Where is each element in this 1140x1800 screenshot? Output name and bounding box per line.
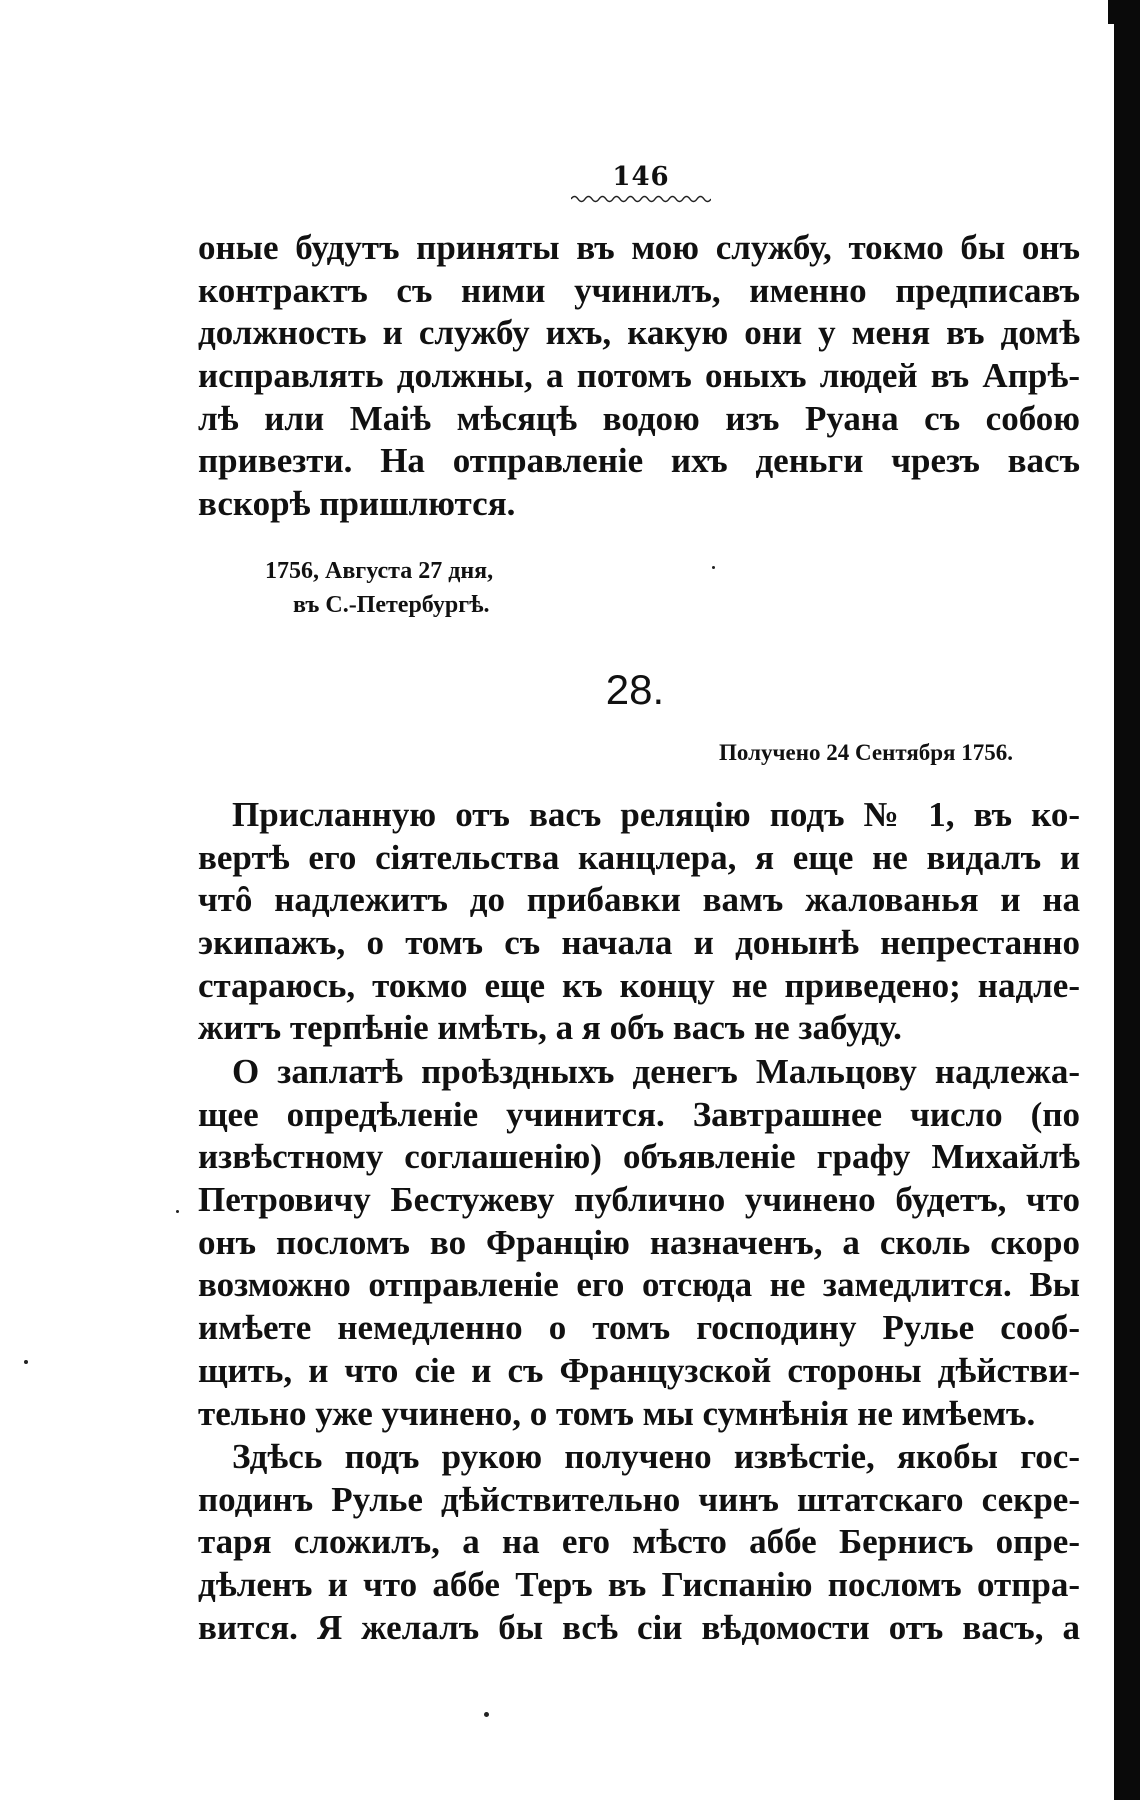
text-line: тельно уже учинено, о томъ мы сумнѣнія не имѣемъ. bbox=[198, 1393, 1036, 1433]
text-line: вскорѣ пришлются. bbox=[198, 484, 516, 524]
text-line: онъ посломъ во Францію назначенъ, а сколь скоро bbox=[198, 1222, 1080, 1262]
text-line: щее опредѣленіе учинится. Завтрашнее число (по bbox=[198, 1094, 1080, 1134]
carryover-paragraph bbox=[198, 227, 1080, 526]
letter-number: 28. bbox=[605, 666, 665, 713]
text-line: оные будутъ приняты въ мою службу, токмо бы онъ bbox=[198, 228, 1080, 267]
text-line: извѣстному соглашенію) объявленіе графу Михайлѣ bbox=[198, 1137, 1080, 1177]
wavy-rule-ornament bbox=[571, 194, 711, 204]
text-line: привезти. На отправленіе ихъ деньги чрезъ васъ bbox=[198, 441, 1080, 481]
text-line: Здѣсь подъ рукою получено извѣстіе, якобы гос- bbox=[232, 1437, 1080, 1476]
text-line: лѣ или Маіѣ мѣсяцѣ водою изъ Руана съ собою bbox=[198, 398, 1080, 438]
text-line: исправлять должны, а потомъ оныхъ людей въ Апрѣ- bbox=[198, 356, 1080, 396]
page-number: 146 bbox=[612, 162, 670, 192]
text-line: Петровичу Бестужеву публично учинено будетъ, что bbox=[198, 1180, 1080, 1220]
text-line: вертѣ его сіятельства канцлера, я еще не видалъ и bbox=[198, 837, 1080, 877]
scan-speck bbox=[484, 1712, 489, 1717]
binding-notch bbox=[1108, 0, 1116, 24]
scan-speck bbox=[176, 1210, 179, 1213]
text-line: дѣленъ и что аббе Теръ въ Гиспанію посломъ отпра- bbox=[198, 1565, 1080, 1605]
text-line: щить, и что сіе и съ Французской стороны дѣйстви- bbox=[198, 1350, 1080, 1390]
letter-paragraph-2 bbox=[198, 1051, 1080, 1435]
dateline-date: 1756, Августа 27 дня, bbox=[265, 558, 494, 584]
page-header bbox=[566, 162, 716, 204]
letter-paragraph-3 bbox=[198, 1436, 1080, 1649]
text-line: житъ терпѣніе имѣть, а я объ васъ не забуду. bbox=[198, 1008, 902, 1048]
text-line: Присланную отъ васъ реляцію подъ № 1, въ ко- bbox=[232, 795, 1080, 834]
scan-speck bbox=[712, 566, 715, 569]
text-line: контрактъ съ ними учинилъ, именно предписавъ bbox=[198, 270, 1080, 310]
text-line: экипажъ, о томъ съ начала и донынѣ непрестанно bbox=[198, 923, 1080, 963]
text-line: должность и службу ихъ, какую они у меня въ домѣ bbox=[198, 313, 1080, 353]
text-line: вится. Я желалъ бы всѣ сіи вѣдомости отъ васъ, а bbox=[198, 1607, 1080, 1647]
binding-edge bbox=[1114, 0, 1140, 1800]
text-line: таря сложилъ, а на его мѣсто аббе Бернисъ опре- bbox=[198, 1522, 1080, 1562]
text-line: О заплатѣ проѣздныхъ денегъ Мальцову надлежа- bbox=[232, 1052, 1080, 1091]
scan-speck bbox=[24, 1360, 28, 1364]
text-line: подинъ Рулье дѣйствительно чинъ штатскаго секре- bbox=[198, 1479, 1080, 1519]
letter-paragraph-1 bbox=[198, 794, 1080, 1050]
dateline-place: въ С.-Петербургѣ. bbox=[293, 592, 490, 618]
text-line: чтȏ надлежитъ до прибавки вамъ жалованья и на bbox=[198, 880, 1080, 920]
text-line: возможно отправленіе его отсюда не замедлится. Вы bbox=[198, 1265, 1080, 1305]
text-line: стараюсь, токмо еще къ концу не приведено; надле- bbox=[198, 965, 1080, 1005]
text-line: имѣете немедленно о томъ господину Рулье сооб- bbox=[198, 1308, 1080, 1348]
received-note: Получено 24 Сентября 1756. bbox=[719, 740, 1013, 765]
